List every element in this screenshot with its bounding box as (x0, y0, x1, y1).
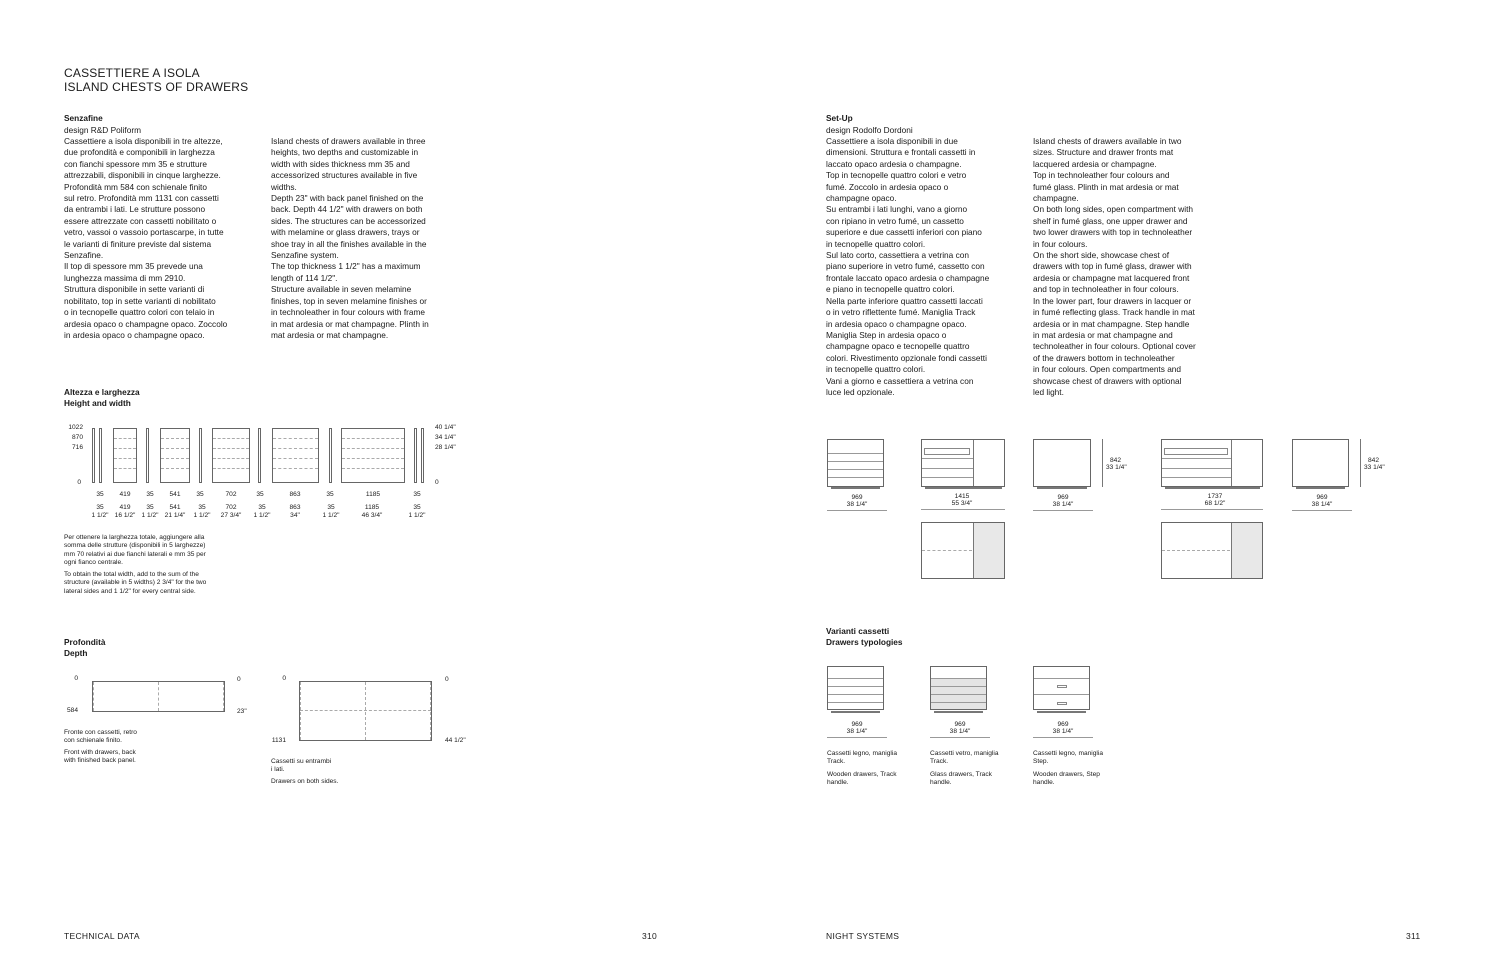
variant2-caption-en: Glass drawers, Track handle. (930, 771, 992, 787)
height-label-40in: 40 1/4" (435, 424, 456, 431)
setup-dim-969-mm: 969 (851, 494, 863, 501)
variant1-caption-en: Wooden drawers, Track handle. (827, 771, 897, 787)
page-title (64, 66, 248, 94)
depth1-bottom-right: 23" (237, 708, 247, 715)
height-label-0: 0 (77, 479, 81, 486)
title-en: ISLAND CHESTS OF DRAWERS (64, 80, 249, 94)
width-mm: 35 (198, 504, 206, 511)
mini-width-35: 35 (196, 491, 204, 498)
width-mm: 1185 (364, 504, 380, 511)
width-in: 27 3/4" (220, 512, 242, 519)
width-mm: 35 (96, 504, 104, 511)
title-it: CASSETTIERE A ISOLA (64, 66, 200, 80)
structure-1185 (341, 428, 405, 483)
setup-dim-1415-in: 55 3/4" (951, 500, 973, 507)
width-mm: 419 (119, 504, 131, 511)
setup-back-969 (1292, 439, 1349, 487)
setup-designer: design Rodolfo Dordoni (826, 124, 913, 135)
height-label-28in: 28 1/4" (435, 444, 456, 451)
depth2-top-right: 0 (445, 676, 449, 683)
mini-width-35: 35 (146, 491, 154, 498)
depth2-top-left: 0 (282, 675, 286, 682)
depth-heading-en: Depth (64, 648, 88, 659)
setup-height-842-in: 33 1/4" (1106, 464, 1127, 471)
depth2-caption-it: Cassetti su entrambi i lati. (271, 758, 332, 774)
width-note-it: Per ottenere la larghezza totale, aggiungere alla somma delle strutture (disponibili in 5 larghezze) mm 70 relativi ai due fianchi laterali e mm 35 per ogni fianco centrale. (64, 534, 206, 567)
width-in: 46 3/4" (361, 512, 383, 519)
width-mm: 541 (169, 504, 181, 511)
width-mm: 35 (258, 504, 266, 511)
structure-702 (212, 428, 250, 483)
elevation-side (414, 428, 417, 483)
senzafine-heading: Senzafine (64, 113, 103, 123)
elevation-side (99, 428, 102, 483)
setup-side-1737 (1161, 439, 1263, 487)
mini-width-35: 35 (256, 491, 264, 498)
step-handle-icon (1057, 685, 1067, 688)
width-in: 1 1/2" (253, 512, 271, 519)
setup-dim-969b-in: 38 1/4" (1052, 501, 1074, 508)
depth1-bottom-left: 584 (66, 707, 78, 714)
elevation-side (421, 428, 424, 483)
width-in: 1 1/2" (322, 512, 340, 519)
depth2-bottom-left: 1131 (271, 737, 286, 744)
elevation-side (199, 428, 202, 483)
mini-width-35: 35 (413, 491, 421, 498)
elevation-side (258, 428, 261, 483)
width-mm: 35 (146, 504, 154, 511)
width-note-en: To obtain the total width, add to the sum of the structure (available in 5 widths) 2 3/4" for the two lateral sides and 1 1/2" for every central side. (64, 571, 207, 595)
page-number-right: 311 (1406, 931, 1421, 941)
setup-dim-969b-mm: 969 (1057, 494, 1069, 501)
mini-width-541: 541 (169, 491, 181, 498)
setup-side-1415 (921, 439, 1005, 487)
setup-height-842-mm: 842 (1110, 457, 1122, 464)
setup-dim-1737-in: 68 1/2" (1204, 500, 1226, 507)
senzafine-text-it: Cassettiere a isola disponibili in tre altezze, due profondità e componibili in larghezza con fianchi spessore mm 35 e strutture attrezzabili, disponibili in cinque larghezze. Profondità mm 584 con schienale finito sul retro. Profondità mm 1131 con cassetti da entrambi i lati. Le strutture possono essere attrezzate con cassetti nobilitato o vetro, vassoi o vassoio portascarpe, in tutte le varianti di finiture previste dal sistema Senzafine. Il top di spessore mm 35 prevede una lunghezza massima di mm 2910. Struttura disponibile in sette varianti di nobilitato, top in sette varianti di nobilitato o in tecnopelle quattro colori con telaio in ardesia opaco o champagne opaco. Zoccolo in ardesia opaco o champagne opaco. (64, 136, 228, 340)
variants-heading-en: Drawers typologies (826, 637, 903, 648)
depth-heading (64, 637, 105, 660)
variant-wood-track (827, 666, 884, 710)
height-label-34in: 34 1/4" (435, 434, 456, 441)
height-width-heading-it: Altezza e larghezza (64, 387, 140, 397)
depth-heading-it: Profondità (64, 637, 106, 647)
width-mm: 702 (225, 504, 237, 511)
structure-419 (113, 428, 137, 483)
width-in: 1 1/2" (408, 512, 426, 519)
variant2-caption-it: Cassetti vetro, maniglia Track. (930, 750, 999, 766)
footer-section-right: NIGHT SYSTEMS (826, 931, 900, 941)
variant1-mm: 969 (851, 721, 863, 728)
height-label-870: 870 (71, 434, 83, 441)
depth2-bottom-right: 44 1/2" (445, 737, 466, 744)
height-label-1022: 1022 (68, 424, 83, 431)
variants-heading-it: Varianti cassetti (826, 626, 890, 636)
structure-541 (160, 428, 190, 483)
width-in: 1 1/2" (141, 512, 159, 519)
width-in: 34" (290, 512, 300, 519)
width-mm: 35 (327, 504, 335, 511)
senzafine-text-en: Island chests of drawers available in three heights, two depths and customizable in width with sides thickness mm 35 and accessorized structures available in five widths. Depth 23" with back panel finished on the back. Depth 44 1/2" with drawers on both sides. The structures can be accessorized with melamine or glass drawers, trays or shoe tray in all the finishes available in the Senzafine system. The top thickness 1 1/2" has a maximum length of 114 1/2". Structure available in seven melamine finishes, top in seven melamine finishes or in technoleather in four colours with frame in mat ardesia or mat champagne. Plinth in mat ardesia or mat champagne. (271, 136, 429, 340)
elevation-side (146, 428, 149, 483)
height-label-716: 716 (71, 444, 83, 451)
width-mm: 863 (289, 504, 301, 511)
variant1-caption-it: Cassetti legno, maniglia Track. (827, 750, 898, 766)
height-label-0-right: 0 (435, 479, 439, 486)
variants-heading (826, 626, 903, 649)
setup-height-842b-in: 33 1/4" (1364, 464, 1385, 471)
depth1-caption-it: Fronte con cassetti, retro con schienale finito. (64, 729, 137, 745)
setup-dim-969-in: 38 1/4" (846, 501, 868, 508)
setup-open-shelf (1164, 448, 1228, 455)
variant3-caption-it: Cassetti legno, maniglia Step. (1033, 750, 1104, 766)
page-number-left: 310 (642, 931, 658, 941)
mini-width-35: 35 (96, 491, 104, 498)
setup-dim-969c-mm: 969 (1316, 494, 1328, 501)
variant3-mm: 969 (1057, 721, 1069, 728)
setup-dim-969c-in: 38 1/4" (1311, 501, 1333, 508)
variant2-mm: 969 (954, 721, 966, 728)
width-in: 21 1/4" (164, 512, 186, 519)
variant1-in: 38 1/4" (846, 728, 868, 735)
setup-open-shelf (924, 448, 970, 455)
width-in: 16 1/2" (114, 512, 136, 519)
setup-heading: Set-Up (826, 113, 853, 123)
width-in: 1 1/2" (193, 512, 211, 519)
elevation-side (92, 428, 95, 483)
setup-text-it: Cassettiere a isola disponibili in due dimensioni. Struttura e frontali cassetti in laccato opaco ardesia o champagne. Top in tecnopelle quattro colori e vetro fumé. Zoccolo in ardesia opaco o champagne opaco. Su entrambi i lati lunghi, vano a giorno con ripiano in vetro fumé, un cassetto superiore e due cassetti inferiori con piano in tecnopelle quattro colori. Sul lato corto, cassettiera a vetrina con piano superiore in vetro fumé, cassetto con frontale laccato opaco ardesia o champagne e piano in tecnopelle quattro colori. Nella parte inferiore quattro cassetti laccati o in vetro riflettente fumé. Maniglia Track in ardesia opaco o champagne opaco. Maniglia Step in ardesia opaco o champagne opaco e tecnopelle quattro colori. Rivestimento opzionale fondi cassetti in tecnopelle quattro colori. Vani a giorno e cassettiera a vetrina con luce led opzionale. (826, 136, 990, 397)
depth1-top-left: 0 (74, 675, 78, 682)
variant3-caption-en: Wooden drawers, Step handle. (1033, 771, 1100, 787)
setup-height-842b-mm: 842 (1368, 457, 1380, 464)
mini-width-1185: 1185 (365, 491, 381, 498)
mini-width-702: 702 (225, 491, 237, 498)
setup-text-en: Island chests of drawers available in two sizes. Structure and drawer fronts mat lacquered ardesia or champagne. Top in technoleather four colours and fumé glass. Plinth in mat ardesia or mat champagne. On both long sides, open compartment with shelf in fumé glass, one upper drawer and two lower drawers with top in technoleather in four colours. On the short side, showcase chest of drawers with top in fumé glass, drawer with ardesia or champagne mat lacquered front and top in technoleather in four colours. In the lower part, four drawers in lacquer or in fumé reflecting glass. Track handle in mat ardesia or in mat champagne. Step handle in mat ardesia or mat champagne and technoleather in four colours. Optional cover of the drawers bottom in technoleather in four colours. Open compartments and showcase chest of drawers with optional led light. (1033, 136, 1196, 397)
width-mm: 35 (413, 504, 421, 511)
elevation-side (329, 428, 332, 483)
step-handle-icon (1057, 702, 1067, 705)
senzafine-designer: design R&D Poliform (64, 124, 142, 135)
mini-width-863: 863 (289, 491, 301, 498)
variant2-in: 38 1/4" (949, 728, 971, 735)
width-in: 1 1/2" (91, 512, 109, 519)
height-width-heading (64, 387, 140, 410)
depth1-top-right: 0 (237, 676, 241, 683)
mini-width-35: 35 (326, 491, 334, 498)
variant3-in: 38 1/4" (1052, 728, 1074, 735)
depth2-caption-en: Drawers on both sides. (271, 778, 339, 785)
setup-back-969 (1033, 439, 1091, 487)
setup-front-969 (827, 439, 884, 487)
mini-width-419: 419 (119, 491, 131, 498)
setup-dim-1737-mm: 1737 (1207, 493, 1223, 500)
footer-section-left: TECHNICAL DATA (64, 931, 140, 941)
structure-863 (272, 428, 319, 483)
height-width-heading-en: Height and width (64, 398, 131, 409)
setup-dim-1415-mm: 1415 (954, 493, 970, 500)
depth1-caption-en: Front with drawers, back with finished back panel. (64, 749, 136, 765)
